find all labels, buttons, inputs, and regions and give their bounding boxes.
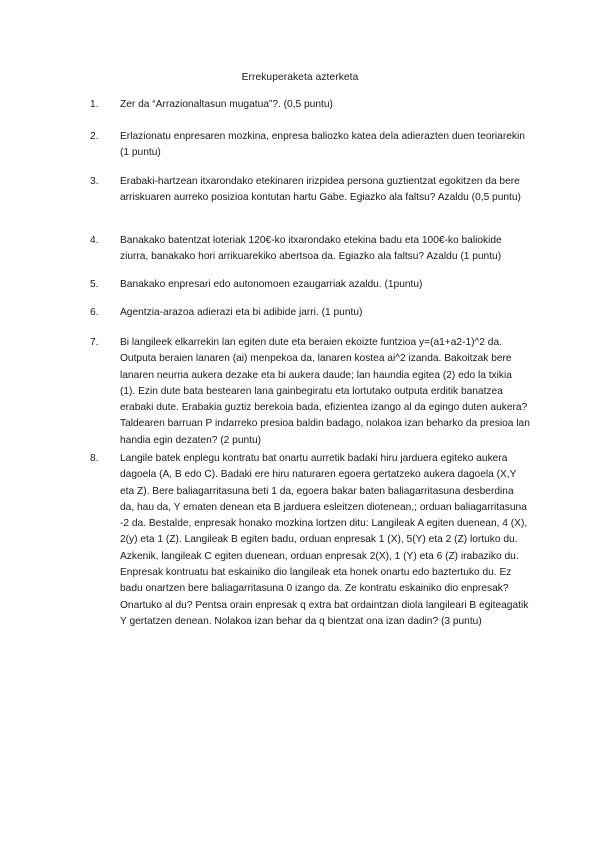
question-number: 5. [90,279,99,290]
question-text: Langile batek enplegu kontratu bat onartu aurretik badaki hiru jarduera egiteko aukera dagoela (A, B edo C). Badaki ere hiru naturaren egoera gertatzeko aukera dagoela (X,Y eta Z). Bere baliagarritasuna beti 1 da, egoera bakar baten baliagarritasuna desberdina da, hau da, Y ematen denean eta B jarduera esleitzen diotenean,; orduan baliagarritasuna -2 da. Bestalde, enpresak honako mozkina lortzen ditu: Langileak A egiten duenean, 4 (X), 2(y) eta 1 (Z). Langileak B egiten badu, orduan enpresak 1 (X), 5(Y) eta 2 (Z) lortuko du. Azkenik, langileak C egiten duenean, orduan enpresak 2(X), 1 (Y) eta 6 (Z) irabaziko du. Enpresak kontruatu bat eskainiko dio langileak eta honek onartu edo baztertuko du. Ez badu onartzen bere baliagarritasuna 0 izango da. Ze kontratu eskainiko dio enpresak? Onartuko al du? Pentsa orain enpresak q extra bat ordaintzan diola langileari B egiteagatik Y gertatzen denean. Nolakoa izan behar da q bientzat ona izan dadin? (3 puntu) [120,453,529,627]
question-number: 1. [90,99,99,110]
question-number: 7. [90,337,99,348]
question-number: 3. [90,176,99,187]
question-text: Agentzia-arazoa adierazi eta bi adibide jarri. (1 puntu) [120,307,363,318]
question-number: 8. [90,453,99,464]
page-title: Errekuperaketa azterketa [241,72,359,83]
question-number: 2. [90,131,99,142]
question-text: Bi langileek elkarrekin lan egiten dute eta beraien ekoizte funtzioa y=(a1+a2-1)^2 da. Outputa beraien lanaren (ai) menpekoa da, lanaren kostea ai^2 izanda. Bakoitzak bere lanaren neurria aukera dezake eta bi aukera daude; lan haundia egitea (2) edo la txikia (1). Ezin dute bata bestearen lana gainbegiratu eta lortutako outputa erditik banatzea erabaki dute. Erabakia guztiz berekoia bada, efizientea izango al da egingo duten aukera? Taldearen barruan P indarreko presioa baldin badago, nolakoa izan beharko da presioa lan handia egin dezaten? (2 puntu) [120,337,530,446]
question-text: Zer da “Arrazionaltasun mugatua”?. (0,5 puntu) [120,99,333,110]
question-text: Erabaki-hartzean itxarondako etekinaren irizpidea persona guztientzat egokitzen da bere arriskuaren aurreko posizioa kontutan hartu Gabe. Egiazko ala faltsu? Azaldu (0,5 puntu) [120,176,521,204]
question-text: Erlazionatu enpresaren mozkina, enpresa baliozko katea dela adierazten duen teoriarekin (1 puntu) [120,131,525,159]
question-text: Banakako enpresari edo autonomoen ezaugarriak azaldu. (1puntu) [120,279,423,290]
question-number: 6. [90,307,99,318]
question-number: 4. [90,235,99,246]
question-text: Banakako batentzat loteriak 120€-ko itxarondako etekina badu eta 100€-ko baliokide ziurra, banakako hori arrikuarekiko abertsoa da. Egiazko ala faltsu? Azaldu (1 puntu) [120,235,502,263]
